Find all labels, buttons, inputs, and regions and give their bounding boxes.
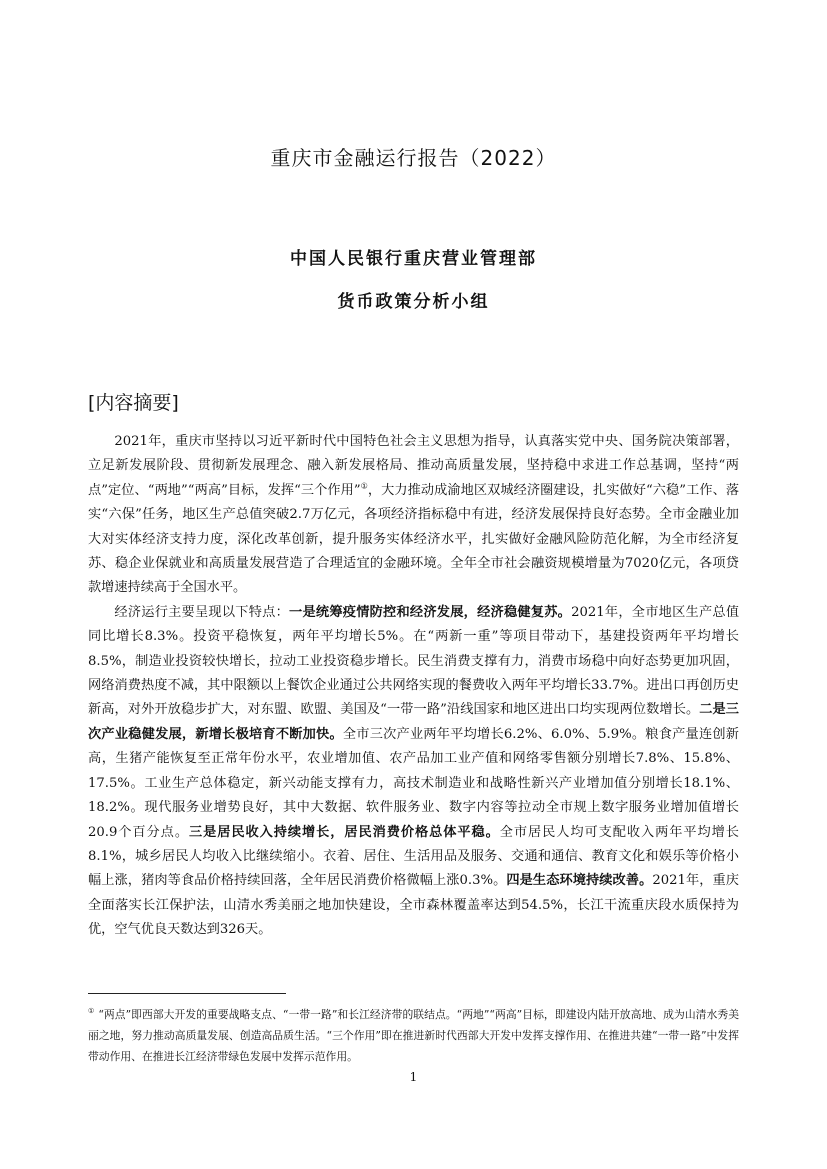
paragraph-text: 2021年，全市地区生产总值同比增长8.3%。投资平稳恢复，两年平均增长5%。在“两新一重”等项目带动下，基建投资两年平均增长8.5%，制造业投资较快增长，拉动工业投资稳步增长。民生消费支撑有力，消费市场稳中向好态势更加巩固，网络消费热度不减，其中限额以上餐饮企业通过公共网络实现的餐费收入两年平均增长33.7%。进出口再创历史新高，对外开放稳步扩大，对东盟、欧盟、美国及“一带一路”沿线国家和地区进出口均实现两位数增长。 <box>88 604 740 718</box>
page-number: 1 <box>409 1070 418 1084</box>
key-point-3: 三是居民收入持续增长，居民消费价格总体平稳。 <box>188 824 500 840</box>
key-point-4: 四是生态环境持续改善。 <box>506 873 653 889</box>
footnote-marker: ① <box>88 1007 95 1016</box>
abstract-paragraph-2 <box>88 601 739 943</box>
key-point-2: 二是三次产业稳健发展，新增长极培育不断加快。 <box>88 702 739 742</box>
footnote <box>88 1004 739 1067</box>
abstract-paragraph-1 <box>88 430 739 601</box>
key-point-1: 一是统筹疫情防控和经济发展，经济稳健复苏。 <box>289 604 572 620</box>
paragraph-text: 全市三次产业两年平均增长6.2%、6.0%、5.9%。粮食产量连创新高，生猪产能恢复至正常年份水平，农业增加值、农产品加工业产值和网络零售额分别增长7.8%、15.8%、17.5%。工业生产总体稳定，新兴动能支撑有力，高技术制造业和战略性新兴产业增加值分别增长18.1%、18.2%。现代服务业增势良好，其中大数据、软件服务业、数字内容等拉动全市规上数字服务业增加值增长20.9个百分点。 <box>88 726 739 840</box>
abstract-body <box>88 430 739 943</box>
paragraph-text: 全市居民人均可支配收入两年平均增长8.1%，城乡居民人均收入比继续缩小。衣着、居住、生活用品及服务、交通和通信、教育文化和娱乐等价格小幅上涨，猪肉等食品价格持续回落，全年居民消费价格微幅上涨0.3%。 <box>88 824 739 889</box>
author-organization: 中国人民银行重庆营业管理部 <box>290 249 537 269</box>
paragraph-text: 2021年，重庆全面落实长江保护法，山清水秀美丽之地加快建设，全市森林覆盖率达到54.5%，长江干流重庆段水质保持为优，空气优良天数达到326天。 <box>88 873 739 938</box>
paragraph-text: ，大力推动成渝地区双城经济圈建设，扎实做好“六稳”工作、落实“六保”任务，地区生产总值突破2.7万亿元，各项经济指标稳中有进，经济发展保持良好态势。全市金融业加大对实体经济支持力度，深化改革创新，提升服务实体经济水平，扎实做好金融风险防范化解，为全市经济复苏、稳企业保就业和高质量发展营造了合理适宜的金融环境。全年全市社会融资规模增量为7020亿元，各项贷款增速持续高于全国水平。 <box>88 482 740 596</box>
footnote-reference[interactable]: ① <box>360 481 368 491</box>
footnote-divider <box>88 993 286 994</box>
paragraph-text: 2021年，重庆市坚持以习近平新时代中国特色社会主义思想为指导，认真落实党中央、国务院决策部署，立足新发展阶段、贯彻新发展理念、融入新发展格局、推动高质量发展，坚持稳中求进工作总基调，坚持“两点”定位、“两地”“两高”目标，发挥“三个作用” <box>88 434 739 498</box>
abstract-heading: [内容摘要] <box>88 392 179 414</box>
footnote-text: “两点”即西部大开发的重要战略支点、“一带一路”和长江经济带的联结点。“两地”“两高”目标，即建设内陆开放高地、成为山清水秀美丽之地，努力推动高质量发展、创造高品质生活。“三个作用”即在推进新时代西部大开发中发挥支撑作用、在推进共建“一带一路”中发挥带动作用、在推进长江经济带绿色发展中发挥示范作用。 <box>88 1008 739 1063</box>
paragraph-text: 经济运行主要呈现以下特点： <box>114 604 290 620</box>
document-title: 重庆市金融运行报告（2022） <box>270 146 557 170</box>
author-group: 货币政策分析小组 <box>337 292 490 312</box>
